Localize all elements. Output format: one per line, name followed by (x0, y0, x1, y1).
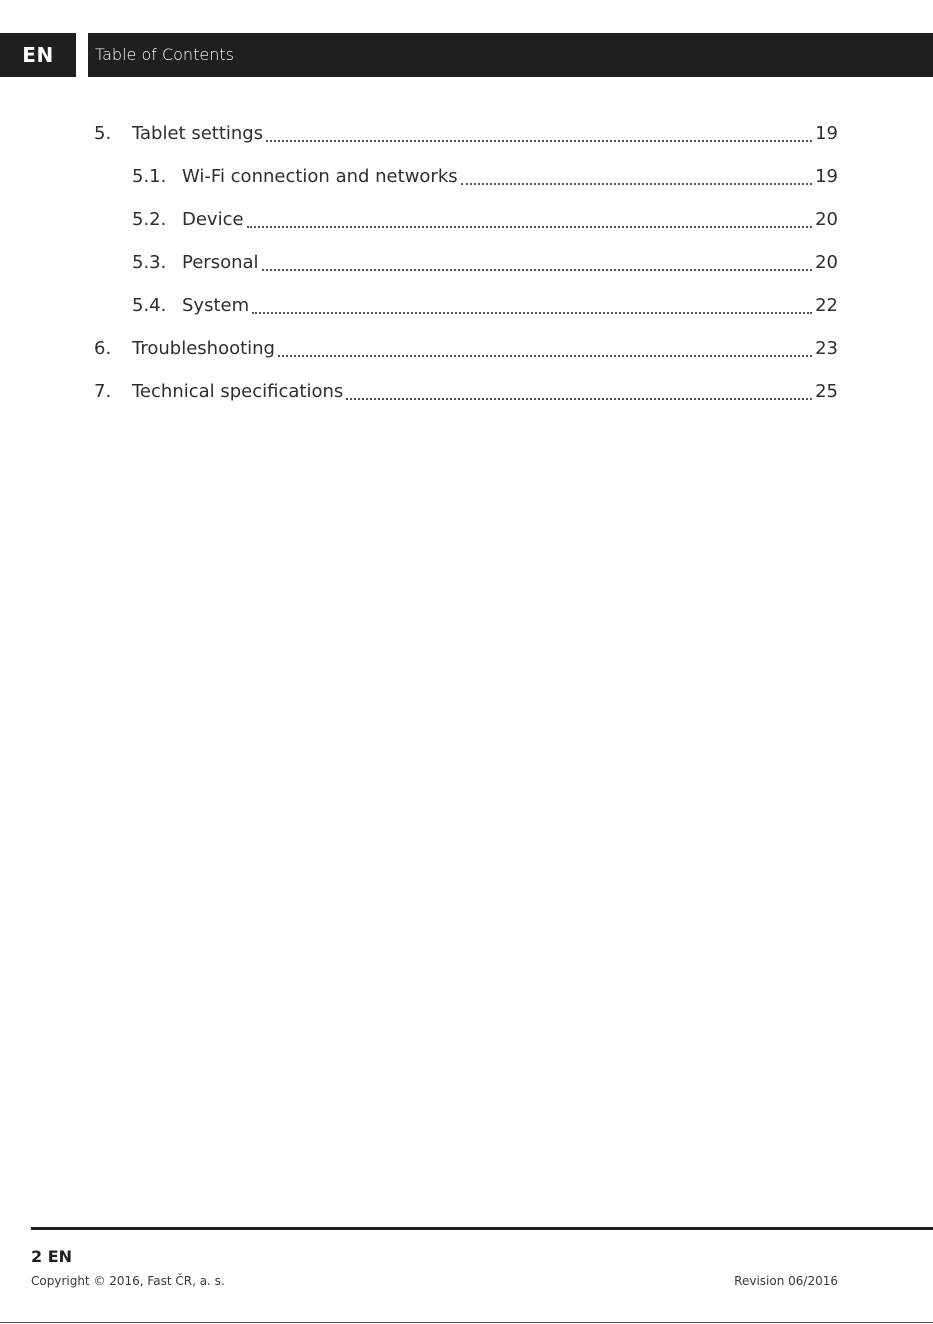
toc-entry[interactable] (94, 370, 838, 413)
toc-entry-title: Device (182, 209, 244, 230)
toc-dot-leader (266, 139, 812, 142)
page-title: Table of Contents (95, 45, 234, 64)
toc-entry-title: Personal (182, 252, 259, 273)
toc-entry[interactable] (132, 241, 838, 284)
bottom-divider (0, 1322, 933, 1323)
toc-entry-title: System (182, 295, 250, 316)
page-number: 2 EN (31, 1247, 73, 1266)
header-bar (88, 33, 933, 77)
toc-entry[interactable] (94, 112, 838, 155)
copyright-notice: Copyright © 2016, Fast ČR, a. s. (31, 1274, 225, 1288)
toc-dot-leader (461, 182, 812, 185)
toc-entry[interactable] (132, 198, 838, 241)
toc-entry-title: Troubleshooting (132, 338, 275, 359)
toc-dot-leader (278, 354, 812, 357)
toc-entry-page: 25 (815, 381, 838, 402)
toc-entry[interactable] (94, 327, 838, 370)
toc-entry-title: Technical specifications (132, 381, 344, 402)
toc-entry-page: 19 (815, 166, 838, 187)
toc-dot-leader (252, 311, 812, 314)
toc-entry-number: 5. (94, 123, 112, 144)
toc-entry-page: 20 (815, 252, 838, 273)
toc-entry-number: 5.1. (132, 166, 167, 187)
toc-entry-page: 22 (815, 295, 838, 316)
toc-entry-number: 5.2. (132, 209, 167, 230)
toc-entry-page: 19 (815, 123, 838, 144)
toc-entry-number: 6. (94, 338, 112, 359)
toc-entry-number: 5.4. (132, 295, 167, 316)
footer-divider (31, 1227, 933, 1230)
language-badge: EN (0, 33, 76, 77)
toc-entry-number: 7. (94, 381, 112, 402)
toc-entry-page: 23 (815, 338, 838, 359)
toc-entry-page: 20 (815, 209, 838, 230)
toc-dot-leader (247, 225, 813, 228)
toc-dot-leader (346, 397, 812, 400)
toc-entry-number: 5.3. (132, 252, 167, 273)
toc-entry[interactable] (132, 155, 838, 198)
toc-entry-title: Tablet settings (132, 123, 264, 144)
toc-dot-leader (262, 268, 813, 271)
toc-entry[interactable] (132, 284, 838, 327)
revision-label: Revision 06/2016 (734, 1274, 838, 1288)
toc-entry-title: Wi-Fi connection and networks (182, 166, 458, 187)
